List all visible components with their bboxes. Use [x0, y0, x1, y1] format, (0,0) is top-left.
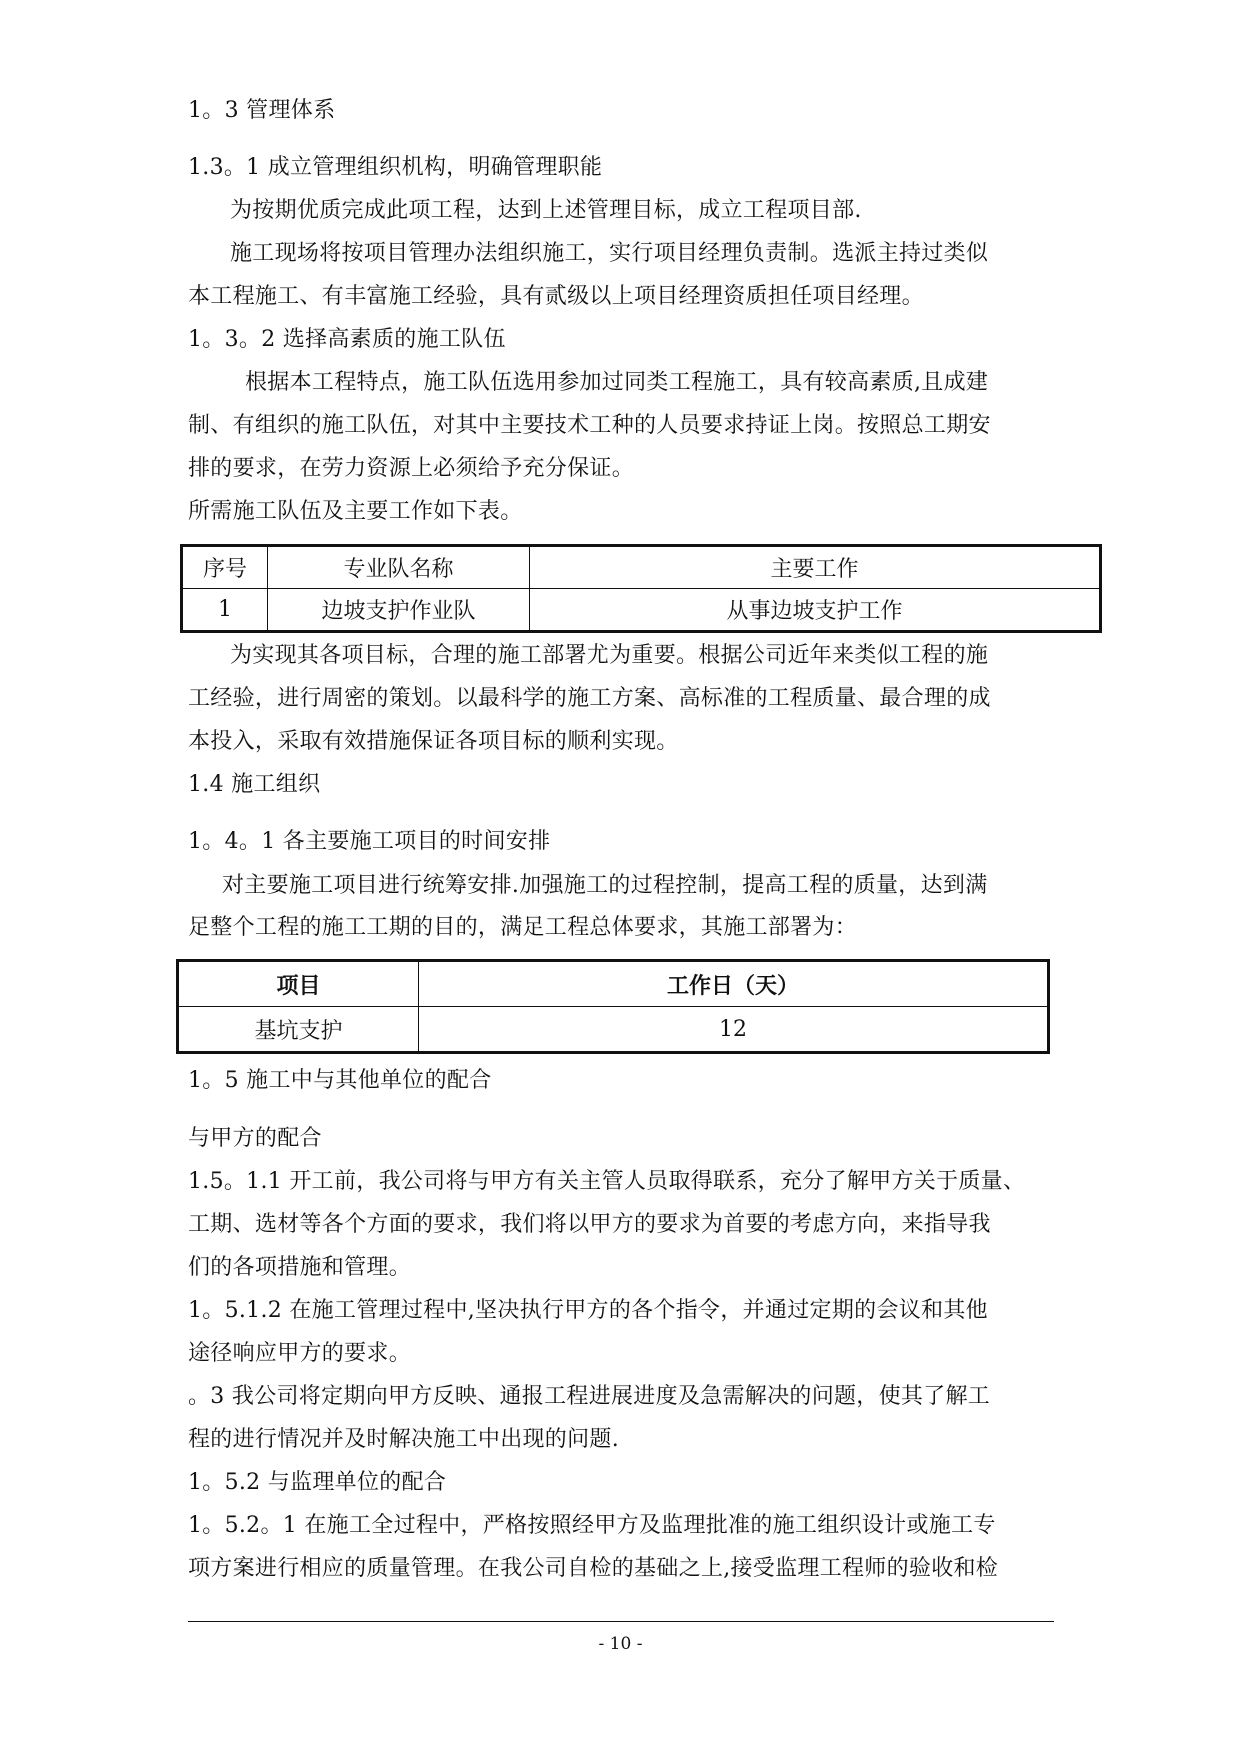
paragraph: 1。5.2。1 在施工全过程中，严格按照经甲方及监理批准的施工组织设计或施工专	[188, 1513, 996, 1538]
paragraph: 排的要求，在劳力资源上必须给予充分保证。	[188, 456, 635, 481]
schedule-table	[176, 959, 1050, 1054]
paragraph: 。3 我公司将定期向甲方反映、通报工程进展进度及急需解决的问题，使其了解工	[188, 1384, 991, 1409]
table-cell: 边坡支护作业队	[268, 589, 530, 632]
table-cell: 1	[182, 589, 268, 632]
paragraph: 途径响应甲方的要求。	[188, 1341, 412, 1366]
heading-1-5-2: 1。5.2 与监理单位的配合	[188, 1470, 447, 1495]
paragraph: 本工程施工、有丰富施工经验，具有贰级以上项目经理资质担任项目经理。	[188, 284, 924, 309]
heading-1-3: 1。3 管理体系	[188, 98, 336, 123]
table-header-cell: 工作日（天）	[419, 961, 1049, 1007]
paragraph: 本投入，采取有效措施保证各项目标的顺利实现。	[188, 729, 679, 754]
page-number: - 10 -	[598, 1634, 643, 1654]
paragraph: 项方案进行相应的质量管理。在我公司自检的基础之上,接受监理工程师的验收和检	[188, 1556, 999, 1581]
table-header-row	[178, 961, 1049, 1007]
table-header-cell: 主要工作	[530, 546, 1101, 589]
paragraph: 根据本工程特点，施工队伍选用参加过同类工程施工，具有较高素质,且成建	[245, 370, 989, 395]
table-cell: 基坑支护	[178, 1007, 419, 1053]
table-row	[178, 1007, 1049, 1053]
paragraph: 为按期优质完成此项工程，达到上述管理目标，成立工程项目部.	[230, 198, 862, 223]
heading-1-4-1: 1。4。1 各主要施工项目的时间安排	[188, 829, 551, 854]
paragraph: 们的各项措施和管理。	[188, 1255, 412, 1280]
table-header-cell: 项目	[178, 961, 419, 1007]
paragraph: 1.5。1.1 开工前，我公司将与甲方有关主管人员取得联系，充分了解甲方关于质量、	[188, 1169, 1026, 1194]
heading-1-4: 1.4 施工组织	[188, 772, 321, 797]
table-caption: 所需施工队伍及主要工作如下表。	[188, 499, 523, 524]
heading-1-3-2: 1。3。2 选择高素质的施工队伍	[188, 327, 506, 352]
paragraph: 制、有组织的施工队伍，对其中主要技术工种的人员要求持证上岗。按照总工期安	[188, 413, 991, 438]
team-table	[180, 544, 1102, 633]
table-row	[182, 589, 1101, 632]
subheading: 与甲方的配合	[188, 1126, 322, 1151]
footer-divider	[188, 1621, 1054, 1622]
table-header-row	[182, 546, 1101, 589]
paragraph: 对主要施工项目进行统筹安排.加强施工的过程控制，提高工程的质量，达到满	[222, 873, 988, 898]
paragraph: 足整个工程的施工工期的目的，满足工程总体要求，其施工部署为：	[188, 915, 858, 940]
table-cell: 12	[419, 1007, 1049, 1053]
table-header-cell: 专业队名称	[268, 546, 530, 589]
paragraph: 为实现其各项目标，合理的施工部署尤为重要。根据公司近年来类似工程的施	[230, 643, 989, 668]
heading-1-3-1: 1.3。1 成立管理组织机构，明确管理职能	[188, 155, 603, 180]
paragraph: 工期、选材等各个方面的要求，我们将以甲方的要求为首要的考虑方向，来指导我	[188, 1212, 991, 1237]
table-header-cell: 序号	[182, 546, 268, 589]
heading-1-5: 1。5 施工中与其他单位的配合	[188, 1068, 492, 1093]
paragraph: 工经验，进行周密的策划。以最科学的施工方案、高标准的工程质量、最合理的成	[188, 686, 991, 711]
paragraph: 1。5.1.2 在施工管理过程中,坚决执行甲方的各个指令，并通过定期的会议和其他	[188, 1298, 988, 1323]
table-cell: 从事边坡支护工作	[530, 589, 1101, 632]
paragraph: 施工现场将按项目管理办法组织施工，实行项目经理负责制。选派主持过类似	[230, 241, 989, 266]
paragraph: 程的进行情况并及时解决施工中出现的问题.	[188, 1427, 619, 1452]
